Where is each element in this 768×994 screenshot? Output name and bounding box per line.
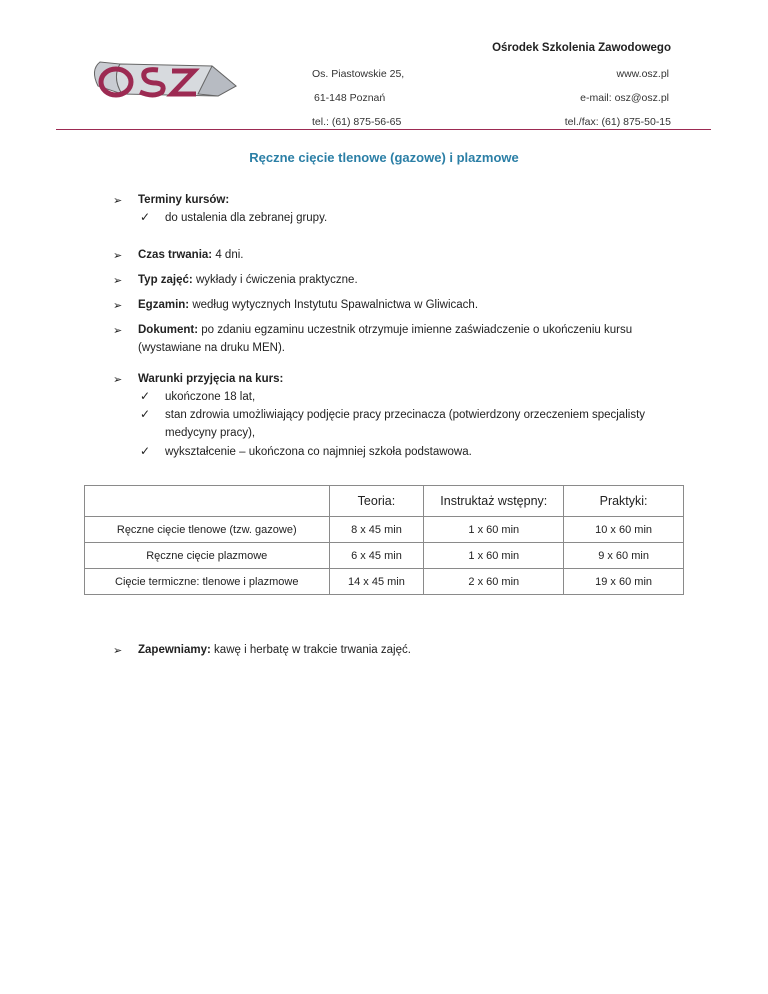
check-icon: ✓ <box>140 210 151 224</box>
table-cell: 9 x 60 min <box>564 543 684 569</box>
table-cell: Ręczne cięcie tlenowe (tzw. gazowe) <box>85 517 330 543</box>
org-name: Ośrodek Szkolenia Zawodowego <box>492 42 671 54</box>
type-item: Typ zajęć: wykłady i ćwiczenia praktyczne. <box>138 274 358 286</box>
arrow-bullet-icon: ➢ <box>113 250 123 262</box>
exam-item: Egzamin: według wytycznych Instytutu Spawalnictwa w Gliwicach. <box>138 299 479 311</box>
document-item: Dokument: po zdaniu egzaminu uczestnik otrzymuje imienne zaświadczenie o ukończeniu kursu <box>138 324 633 336</box>
table-cell: 14 x 45 min <box>329 569 424 595</box>
conditions-label: Warunki przyjęcia na kurs: <box>138 373 284 385</box>
arrow-bullet-icon: ➢ <box>113 275 123 287</box>
arrow-bullet-icon: ➢ <box>113 195 123 207</box>
condition-health-cont: medycyny pracy), <box>165 427 256 439</box>
check-icon: ✓ <box>140 407 151 421</box>
condition-age: ukończone 18 lat, <box>165 391 256 403</box>
arrow-bullet-icon: ➢ <box>113 374 123 386</box>
schedule-table <box>84 485 684 595</box>
table-cell: Cięcie termiczne: tlenowe i plazmowe <box>85 569 330 595</box>
table-header: Instruktaż wstępny: <box>424 486 564 517</box>
phone: tel.: (61) 875-56-65 <box>312 116 402 128</box>
table-row <box>85 543 684 569</box>
terms-label: Terminy kursów: <box>138 194 230 206</box>
email-link[interactable]: e-mail: osz@osz.pl <box>580 92 669 104</box>
address-city: 61-148 Poznań <box>314 92 386 104</box>
table-cell: 8 x 45 min <box>329 517 424 543</box>
table-cell: 1 x 60 min <box>424 517 564 543</box>
table-cell: Ręczne cięcie plazmowe <box>85 543 330 569</box>
table-cell: 2 x 60 min <box>424 569 564 595</box>
table-row <box>85 517 684 543</box>
table-header <box>85 486 330 517</box>
condition-health: stan zdrowia umożliwiający podjęcie pracy przecinacza (potwierdzony orzeczeniem specjalisty <box>165 409 646 421</box>
check-icon: ✓ <box>140 389 151 403</box>
check-icon: ✓ <box>140 444 151 458</box>
table-cell: 10 x 60 min <box>564 517 684 543</box>
terms-sub: do ustalenia dla zebranej grupy. <box>165 212 328 224</box>
provide-item: Zapewniamy: kawę i herbatę w trakcie trwania zajęć. <box>138 644 411 656</box>
duration-item: Czas trwania: 4 dni. <box>138 249 244 261</box>
condition-education: wykształcenie – ukończona co najmniej szkoła podstawowa. <box>165 446 472 458</box>
arrow-bullet-icon: ➢ <box>113 645 123 657</box>
logo <box>86 52 244 104</box>
table-cell: 19 x 60 min <box>564 569 684 595</box>
page-title: Ręczne cięcie tlenowe (gazowe) i plazmowe <box>249 150 519 165</box>
table-row <box>85 569 684 595</box>
table-header: Teoria: <box>329 486 424 517</box>
document-item-cont: (wystawiane na druku MEN). <box>138 342 285 354</box>
arrow-bullet-icon: ➢ <box>113 325 123 337</box>
website-link[interactable]: www.osz.pl <box>616 68 669 80</box>
address-street: Os. Piastowskie 25, <box>312 68 405 80</box>
table-cell: 1 x 60 min <box>424 543 564 569</box>
arrow-bullet-icon: ➢ <box>113 300 123 312</box>
table-cell: 6 x 45 min <box>329 543 424 569</box>
osz-logo-icon <box>86 52 244 104</box>
header-divider <box>56 129 711 130</box>
table-header: Praktyki: <box>564 486 684 517</box>
table-header-row <box>85 486 684 517</box>
fax: tel./fax: (61) 875-50-15 <box>564 116 671 128</box>
